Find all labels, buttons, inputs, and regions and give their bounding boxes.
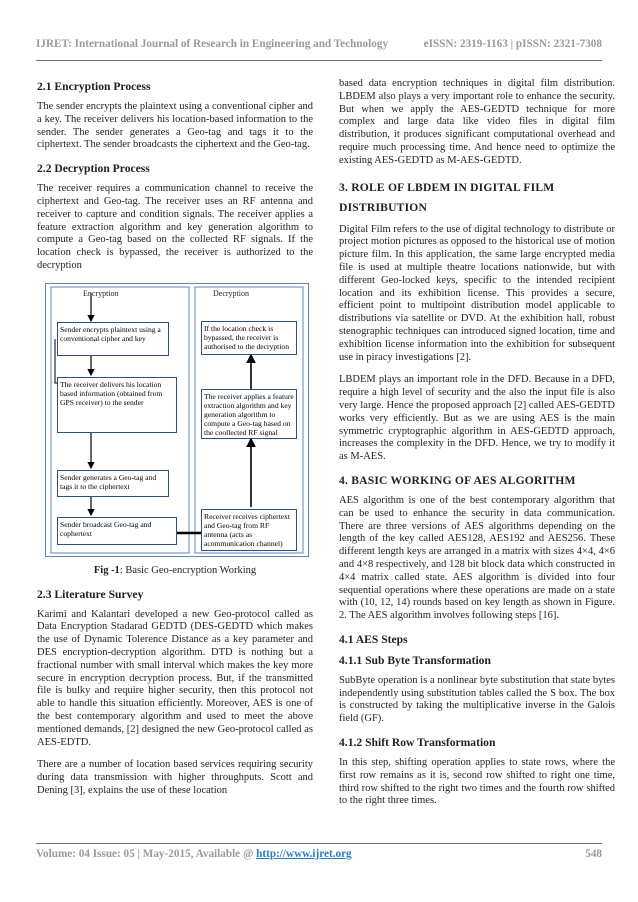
footer-volume-text: Volume: 04 Issue: 05 | May-2015, Available @	[36, 848, 257, 860]
journal-title: IJRET: International Journal of Research in Engineering and Technology	[36, 38, 389, 50]
section-2-1-heading: 2.1 Encryption Process	[37, 80, 151, 93]
left-column	[37, 80, 313, 808]
running-footer	[36, 848, 602, 864]
flow-box-decryption-auth: If the location check is bypassed, the receiver is authorised to the decryption	[201, 321, 297, 355]
journal-link[interactable]: http://www.ijret.org	[256, 848, 352, 860]
right-column	[339, 78, 615, 818]
figure-label: Fig -1	[93, 564, 120, 576]
section-4-heading: 4. BASIC WORKING OF AES ALGORITHM	[339, 473, 576, 487]
header-rule	[36, 60, 602, 61]
figure-caption	[37, 565, 313, 578]
section-4-paragraph: AES algorithm is one of the best contemporary algorithm that can be used to enhance the security in data communication. There are three versions of AES algorithms depending on the length of the key called AES128, AES192 and AES256. These different length keys are arranged in a matrix with sizes 4×4, 4×6 and 4×8 respectively, and 128 bit block data which constructed in 4×4 matrix called state. AES algorithm is divided into four sequential operations where these operations are made on a state with (10, 12, 14) rounds based on key length as shown in Figure. 2. The AES algorithm involves following steps [16].	[339, 494, 615, 622]
section-3-paragraph-2: LBDEM plays an important role in the DFD. Because in a DFD, require a high level of security and the also the input file is also very large. Hence the proposed approach [2] called AES-GEDTD works very efficiently. But as we are using AES is the main symmetric cryptographic algorithm in AES-GEDTD approach, increases the complexity in the DFD. Hence, we try to modify it as M-AES.	[339, 374, 615, 463]
section-3-heading: 3. ROLE OF LBDEM IN DIGITAL FILM DISTRIBUTION	[339, 180, 555, 214]
flow-box-feature-extraction: The receiver applies a feature extraction algorithm and key generation algorithm to compute a Geo-tag based on the coollected RF signal	[201, 389, 297, 439]
running-header	[36, 38, 602, 54]
figure-geo-encryption	[37, 283, 313, 561]
section-2-1-paragraph: The sender encrypts the plaintext using a conventional cipher and a key. The receiver delivers his location-based information to the sender. The sender generates a Geo-tag and tags it to the ciphertext. The sender broadcasts the ciphertext and the Geo-tag.	[37, 101, 313, 151]
figure-caption-text: : Basic Geo-encryption Working	[119, 564, 257, 576]
decryption-panel-title: Decryption	[213, 288, 249, 298]
section-2-2-paragraph: The receiver requires a communication channel to receive the ciphertext and Geo-tag. The receiver uses an RF antenna and receiver to capture and condition signals. The receiver applies a feature extraction algorithm and key generation algorithm to compute a Geo-tag based on the collected RF signals. If the location check is bypassed, the receiver is authorized to the decryption	[37, 183, 313, 271]
flow-box-receiver: Receiver receives ciphertext and Geo-tag from RF antenna (acts as acommunication channel)	[201, 509, 297, 551]
continued-paragraph: based data encryption techniques in digital film distribution. LBDEM also plays a very important role to enhance the security. But when we apply the AES-GEDTD technique for more complex and large data like video files in digital film distribution, it produces significant computational overhead and require much processing time. And hence need to optimize the existing AES-GEDTD as M-AES-GEDTD.	[339, 78, 615, 166]
section-2-2-heading: 2.2 Decryption Process	[37, 162, 150, 176]
page-number: 548	[585, 848, 602, 860]
footer-volume	[36, 848, 352, 864]
section-4-1-2-paragraph: In this step, shifting operation applies to state rows, where the first row remains as it is, second row shifted to right one time, third row shifted to the right two times and the fourth row shifted to the right three times.	[339, 757, 615, 807]
section-4-1-1-heading: 4.1.1 Sub Byte Transformation	[339, 653, 491, 667]
flow-box-encrypt: Sender encrypts plaintext using a conventional cipher and key	[57, 322, 169, 356]
section-2-3-paragraph-2: There are a number of location based services requiring security during data transmission with higher throughputs. Scott and Dening [3], explains the use of these location	[37, 759, 313, 796]
issn-text: eISSN: 2319-1163 | pISSN: 2321-7308	[423, 38, 602, 50]
flow-box-location: The receiver delivers his location based information (obtained from GPS receiver) to the sender	[57, 377, 177, 433]
section-4-1-1-paragraph: SubByte operation is a nonlinear byte substitution that state bytes independently using substitution tables called the S box. The box is constructed by taking the multiplicative inverse in the Galois field (GF).	[339, 674, 615, 725]
section-2-3-heading: 2.3 Literature Survey	[37, 587, 144, 601]
section-2-3-paragraph-1: Karimi and Kalantari developed a new Geo-protocol called as Data Encryption Stadarad GEDTD (DES-GEDTD which makes the use of Dynamic Tolerence Distance as a key parameter and DES encryption-decryption algorithm. DTD is nothing but a fractional number with small interval which makes the key more secure in encryption decryption process. But, if the transmitted file is bulky and require higher security, then this protocol not able to handle this situation efficiently. Moreover, AES is one of the best contemporary algorithm and used to meet the above mentioned demands, [2] designed the new Geo-protocol called as AES-EDTD.	[37, 608, 313, 748]
section-4-1-heading: 4.1 AES Steps	[339, 632, 408, 646]
footer-rule	[36, 843, 602, 844]
flow-box-broadcast: Sender broadcast Geo-tag and cophertext	[57, 517, 177, 545]
section-3-paragraph-1: Digital Film refers to the use of digital technology to distribute or project motion pictures as opposed to the historical use of motion picture film. In this application, the same large encrypted media file is used at multiple theatre locations nationwide, but with different Geo-locked keys, specific to the intended recipient location and its exhibition license. This provides a secure, efficient point to multipoint distribution model applicable to distributions via satellite or DVD. At the exhibition hall, robust stenographic techniques can introduced signed location, time and exhibition license information into the exhibition for subsequent use in piracy investigations [2].	[339, 223, 615, 363]
encryption-panel-title: Encryption	[83, 288, 119, 298]
flow-box-geotag: Sender generates a Geo-tag and tags it to the ciphertext	[57, 470, 169, 497]
section-4-1-2-heading: 4.1.2 Shift Row Transformation	[339, 736, 496, 750]
